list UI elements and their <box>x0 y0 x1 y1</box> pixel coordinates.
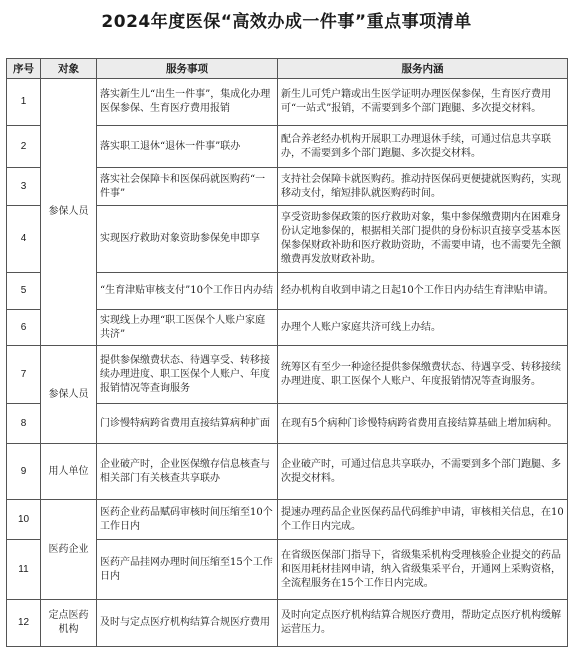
row-number: 1 <box>7 79 41 126</box>
service-item: 实现医疗救助对象资助参保免申即享 <box>97 206 278 273</box>
table-row <box>7 500 568 540</box>
row-number: 7 <box>7 346 41 404</box>
object-cell: 参保人员 <box>41 346 97 444</box>
service-content: 企业破产时，可通过信息共享联办，不需要到多个部门跑腿、多次提交材料。 <box>278 444 568 500</box>
service-content: 办理个人账户家庭共济可线上办结。 <box>278 310 568 346</box>
header-content: 服务内涵 <box>278 59 568 79</box>
service-content: 经办机构自收到申请之日起10个工作日内办结生育津贴申请。 <box>278 273 568 310</box>
table-row <box>7 79 568 126</box>
object-cell: 参保人员 <box>41 79 97 346</box>
header-item: 服务事项 <box>97 59 278 79</box>
service-content: 配合养老经办机构开展职工办理退休手续，可通过信息共享联办，不需要到多个部门跑腿、多次提交材料。 <box>278 126 568 168</box>
service-item: 提供参保缴费状态、待遇享受、转移接续办理进度、职工医保个人账户、年度报销情况等查询服务 <box>97 346 278 404</box>
row-number: 12 <box>7 600 41 647</box>
service-item: 医药企业药品赋码审核时间压缩至10个工作日内 <box>97 500 278 540</box>
service-content: 新生儿可凭户籍或出生医学证明办理医保参保，生育医疗费用可“一站式”报销，不需要到多个部门跑腿、多次提交材料。 <box>278 79 568 126</box>
table-row <box>7 444 568 500</box>
service-item: 落实新生儿“出生一件事”，集成化办理医保参保、生育医疗费用报销 <box>97 79 278 126</box>
service-item: 及时与定点医疗机构结算合规医疗费用 <box>97 600 278 647</box>
row-number: 8 <box>7 404 41 444</box>
service-content: 支持社会保障卡就医购药。推动持医保码更便捷就医购药，实现移动支付，缩短排队就医购药时间。 <box>278 168 568 206</box>
service-content: 在省级医保部门指导下，省级集采机构受理核验企业提交的药品和医用耗材挂网申请，纳入省级集采平台，开通网上采购资格，全流程服务在15个工作日内完成。 <box>278 540 568 600</box>
service-item: 医药产品挂网办理时间压缩至15个工作日内 <box>97 540 278 600</box>
service-content: 及时向定点医疗机构结算合规医疗费用，帮助定点医疗机构缓解运营压力。 <box>278 600 568 647</box>
row-number: 11 <box>7 540 41 600</box>
service-item: 企业破产时，企业医保缴存信息核查与相关部门有关核查共享联办 <box>97 444 278 500</box>
object-cell: 用人单位 <box>41 444 97 500</box>
service-content: 在现有5个病种门诊慢特病跨省费用直接结算基础上增加病种。 <box>278 404 568 444</box>
service-content: 享受资助参保政策的医疗救助对象，集中参保缴费期内在困难身份认定地参保的，根据相关部门提供的身份标识直接享受基本医保参保财政补助和医疗救助资助，不需要申请，也不需要先全额缴费再发放财政补助。 <box>278 206 568 273</box>
service-list-table <box>6 58 568 647</box>
service-content: 提速办理药品企业医保药品代码维护申请，审核相关信息，在10个工作日内完成。 <box>278 500 568 540</box>
row-number: 10 <box>7 500 41 540</box>
table-header-row <box>7 59 568 79</box>
service-item: 落实社会保障卡和医保码就医购药“一件事” <box>97 168 278 206</box>
service-item: 落实职工退休“退休一件事”联办 <box>97 126 278 168</box>
row-number: 2 <box>7 126 41 168</box>
service-item: 实现线上办理“职工医保个人账户家庭共济” <box>97 310 278 346</box>
service-item: 门诊慢特病跨省费用直接结算病种扩面 <box>97 404 278 444</box>
table-row <box>7 600 568 647</box>
object-cell: 医药企业 <box>41 500 97 600</box>
page-title: 2024年度医保“高效办成一件事”重点事项清单 <box>101 12 472 32</box>
service-item: “生育津贴审核支付”10个工作日内办结 <box>97 273 278 310</box>
header-object: 对象 <box>41 59 97 79</box>
table-row <box>7 346 568 404</box>
row-number: 4 <box>7 206 41 273</box>
header-no: 序号 <box>7 59 41 79</box>
row-number: 5 <box>7 273 41 310</box>
object-cell: 定点医药机构 <box>41 600 97 647</box>
row-number: 3 <box>7 168 41 206</box>
service-content: 统筹区有至少一种途径提供参保缴费状态、待遇享受、转移接续办理进度、职工医保个人账户、年度报销情况等查询服务。 <box>278 346 568 404</box>
row-number: 9 <box>7 444 41 500</box>
row-number: 6 <box>7 310 41 346</box>
